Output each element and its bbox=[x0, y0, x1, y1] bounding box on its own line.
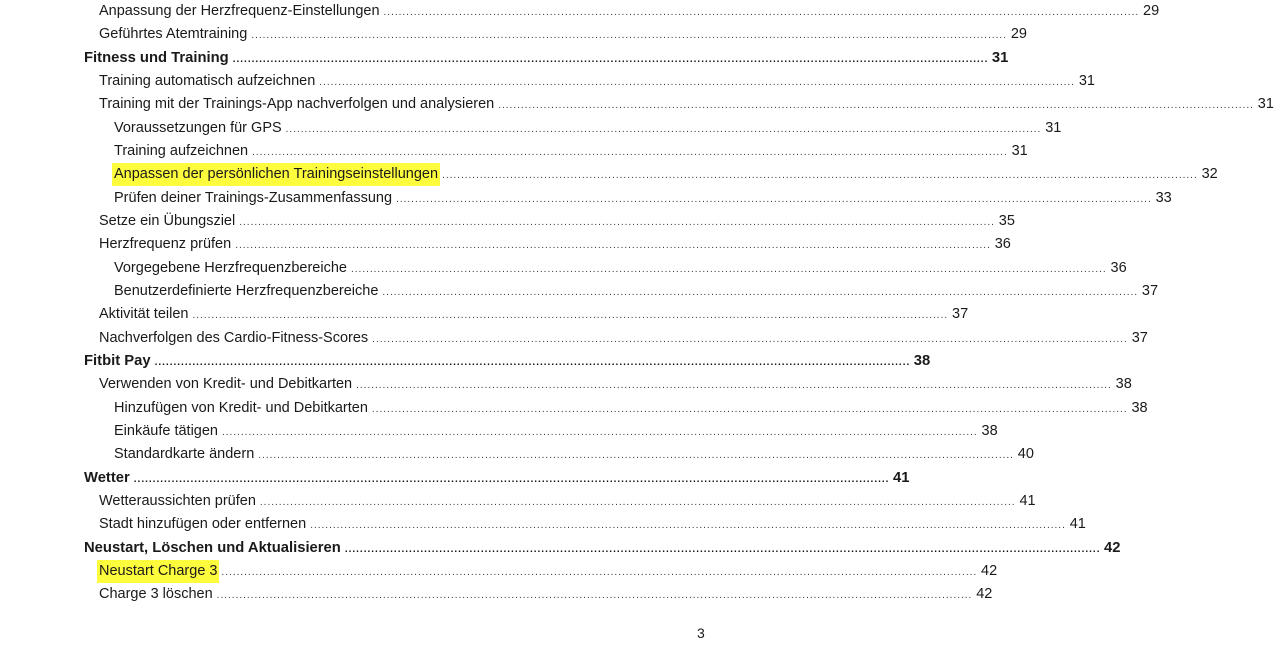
toc-leader-dots: ........................................................................................................................................................................................................ bbox=[258, 450, 1014, 461]
toc-subentry[interactable] bbox=[0, 280, 1159, 303]
toc-entry-page: 36 bbox=[1110, 259, 1127, 276]
toc-leader-dots: ........................................................................................................................................................................................................ bbox=[310, 520, 1066, 531]
toc-leader-dots: ........................................................................................................................................................................................................ bbox=[251, 30, 1007, 41]
toc-entry-title[interactable]: Training aufzeichnen bbox=[114, 143, 249, 159]
toc-entry-title[interactable]: Nachverfolgen des Cardio-Fitness-Scores bbox=[99, 329, 369, 346]
toc-leader-dots: ........................................................................................................................................................................................................ bbox=[442, 170, 1198, 181]
toc-leader-dots: ........................................................................................................................................................................................................ bbox=[216, 590, 973, 601]
toc-entry-page: 41 bbox=[1069, 516, 1086, 532]
toc-entry-title[interactable]: Training automatisch aufzeichnen bbox=[99, 73, 316, 89]
toc-entry-title[interactable]: Hinzufügen von Kredit- und Debitkarten bbox=[114, 399, 368, 416]
toc-subentry[interactable] bbox=[0, 420, 998, 443]
toc-entry[interactable] bbox=[0, 0, 1160, 23]
toc-entry[interactable] bbox=[0, 70, 1095, 93]
toc-entry-title[interactable]: Herzfrequenz prüfen bbox=[99, 236, 232, 252]
toc-leader-dots: ........................................................................................................................................................................................................ bbox=[232, 53, 989, 65]
toc-subentry[interactable] bbox=[0, 117, 1062, 140]
toc-entry-title[interactable]: Aktivität teilen bbox=[99, 306, 189, 322]
toc-leader-dots: ........................................................................................................................................................................................................ bbox=[192, 310, 949, 321]
toc-entry-title[interactable]: Prüfen deiner Trainings-Zusammenfassung bbox=[114, 189, 393, 206]
toc-leader-dots: ........................................................................................................................................................................................................ bbox=[252, 147, 1008, 158]
toc-entry-page: 37 bbox=[1131, 329, 1148, 346]
toc-leader-dots: ........................................................................................................................................................................................................ bbox=[498, 100, 1254, 111]
toc-entry-page: 37 bbox=[1141, 283, 1159, 299]
toc-entry-title[interactable]: Anpassen der persönlichen Trainingseinstellungen bbox=[112, 163, 440, 186]
toc-section[interactable] bbox=[0, 47, 1009, 70]
toc-entry-title[interactable]: Stadt hinzufügen oder entfernen bbox=[99, 516, 307, 532]
toc-leader-dots: ........................................................................................................................................................................................................ bbox=[239, 217, 995, 228]
page-number: 3 bbox=[697, 625, 705, 641]
toc-leader-dots: ........................................................................................................................................................................................................ bbox=[350, 263, 1107, 275]
toc-subentry[interactable] bbox=[0, 443, 1034, 466]
toc-leader-dots: ........................................................................................................................................................................................................ bbox=[133, 473, 890, 485]
toc-entry-page: 31 bbox=[991, 49, 1009, 66]
toc-entry[interactable] bbox=[0, 303, 969, 326]
toc-entry-page: 32 bbox=[1201, 166, 1218, 182]
toc-entry-page: 31 bbox=[1011, 143, 1028, 159]
toc-entry[interactable] bbox=[0, 233, 1011, 256]
toc-entry[interactable] bbox=[0, 23, 1027, 46]
toc-entry-page: 40 bbox=[1017, 446, 1034, 462]
toc-entry-page: 31 bbox=[1257, 96, 1274, 112]
toc-section[interactable] bbox=[0, 537, 1121, 560]
toc-entry[interactable] bbox=[0, 583, 993, 606]
toc-leader-dots: ........................................................................................................................................................................................................ bbox=[221, 567, 978, 578]
toc-subentry-highlighted[interactable] bbox=[0, 163, 1218, 186]
toc-entry-highlighted[interactable] bbox=[0, 560, 998, 583]
toc-entry-page: 38 bbox=[981, 423, 998, 439]
toc-entry-page: 42 bbox=[976, 586, 993, 602]
toc-leader-dots: ........................................................................................................................................................................................................ bbox=[356, 380, 1112, 391]
toc-leader-dots: ........................................................................................................................................................................................................ bbox=[319, 77, 1075, 88]
toc-subentry[interactable] bbox=[0, 187, 1172, 210]
toc-entry-page: 37 bbox=[952, 306, 969, 322]
toc-entry-title[interactable]: Geführtes Atemtraining bbox=[99, 26, 248, 42]
toc-leader-dots: ........................................................................................................................................................................................................ bbox=[285, 123, 1042, 135]
toc-entry-page: 38 bbox=[913, 353, 931, 369]
toc-entry-page: 38 bbox=[1131, 399, 1148, 416]
toc-entry-page: 29 bbox=[1010, 26, 1027, 42]
toc-entry-title[interactable]: Vorgegebene Herzfrequenzbereiche bbox=[114, 259, 347, 276]
toc-entry-title[interactable]: Wetteraussichten prüfen bbox=[99, 493, 256, 509]
toc-section-title[interactable]: Wetter bbox=[84, 469, 130, 486]
toc-entry-title[interactable]: Voraussetzungen für GPS bbox=[114, 119, 282, 136]
toc-subentry[interactable] bbox=[0, 257, 1127, 280]
toc-entry-title[interactable]: Verwenden von Kredit- und Debitkarten bbox=[99, 376, 353, 392]
toc-section-title[interactable]: Fitness und Training bbox=[84, 49, 229, 66]
toc-entry-title[interactable]: Einkäufe tätigen bbox=[114, 423, 218, 439]
toc-entry-page: 31 bbox=[1045, 119, 1062, 136]
toc-section-title[interactable]: Fitbit Pay bbox=[84, 353, 151, 369]
toc-section-title[interactable]: Neustart, Löschen und Aktualisieren bbox=[84, 539, 341, 556]
toc-entry[interactable] bbox=[0, 93, 1274, 116]
toc-entry-title[interactable]: Anpassung der Herzfrequenz-Einstellungen bbox=[99, 3, 380, 19]
toc-entry-page: 41 bbox=[892, 469, 910, 486]
toc-leader-dots: ........................................................................................................................................................................................................ bbox=[382, 287, 1139, 298]
toc-section[interactable] bbox=[0, 467, 910, 490]
toc-entry-page: 31 bbox=[1078, 73, 1095, 89]
toc-entry-page: 42 bbox=[981, 563, 998, 579]
toc-entry-title[interactable]: Training mit der Trainings-App nachverfolgen und analysieren bbox=[99, 96, 495, 112]
toc-entry-title[interactable]: Standardkarte ändern bbox=[114, 446, 255, 462]
toc-entry[interactable] bbox=[0, 490, 1036, 513]
toc-entry-page: 35 bbox=[998, 213, 1015, 229]
toc-entry-page: 33 bbox=[1155, 189, 1172, 206]
toc-leader-dots: ........................................................................................................................................................................................................ bbox=[154, 357, 911, 368]
toc-entry-title[interactable]: Neustart Charge 3 bbox=[97, 560, 219, 583]
toc-entry-title[interactable]: Setze ein Übungsziel bbox=[99, 213, 236, 229]
toc-entry[interactable] bbox=[0, 373, 1132, 396]
toc-entry-title[interactable]: Benutzerdefinierte Herzfrequenzbereiche bbox=[114, 283, 379, 299]
toc-leader-dots: ........................................................................................................................................................................................................ bbox=[371, 403, 1128, 415]
toc-leader-dots: ........................................................................................................................................................................................................ bbox=[372, 333, 1128, 345]
toc-leader-dots: ........................................................................................................................................................................................................ bbox=[259, 497, 1016, 508]
toc-leader-dots: ........................................................................................................................................................................................................ bbox=[344, 543, 1101, 555]
toc-section[interactable] bbox=[0, 350, 931, 373]
toc-leader-dots: ........................................................................................................................................................................................................ bbox=[235, 240, 991, 251]
toc-entry-title[interactable]: Charge 3 löschen bbox=[99, 586, 213, 602]
toc-leader-dots: ........................................................................................................................................................................................................ bbox=[222, 427, 978, 438]
toc-leader-dots: ........................................................................................................................................................................................................ bbox=[383, 7, 1140, 18]
toc-entry[interactable] bbox=[0, 210, 1015, 233]
toc-entry-page: 42 bbox=[1104, 539, 1121, 556]
toc-leader-dots: ........................................................................................................................................................................................................ bbox=[396, 193, 1152, 205]
toc-subentry[interactable] bbox=[0, 140, 1028, 163]
toc-entry-page: 38 bbox=[1115, 376, 1132, 392]
toc-entry[interactable] bbox=[0, 513, 1086, 536]
toc-entry[interactable] bbox=[0, 327, 1148, 350]
toc-subentry[interactable] bbox=[0, 397, 1148, 420]
toc-entry-page: 29 bbox=[1143, 3, 1160, 19]
toc-entry-page: 41 bbox=[1019, 493, 1036, 509]
toc-entry-page: 36 bbox=[994, 236, 1011, 252]
